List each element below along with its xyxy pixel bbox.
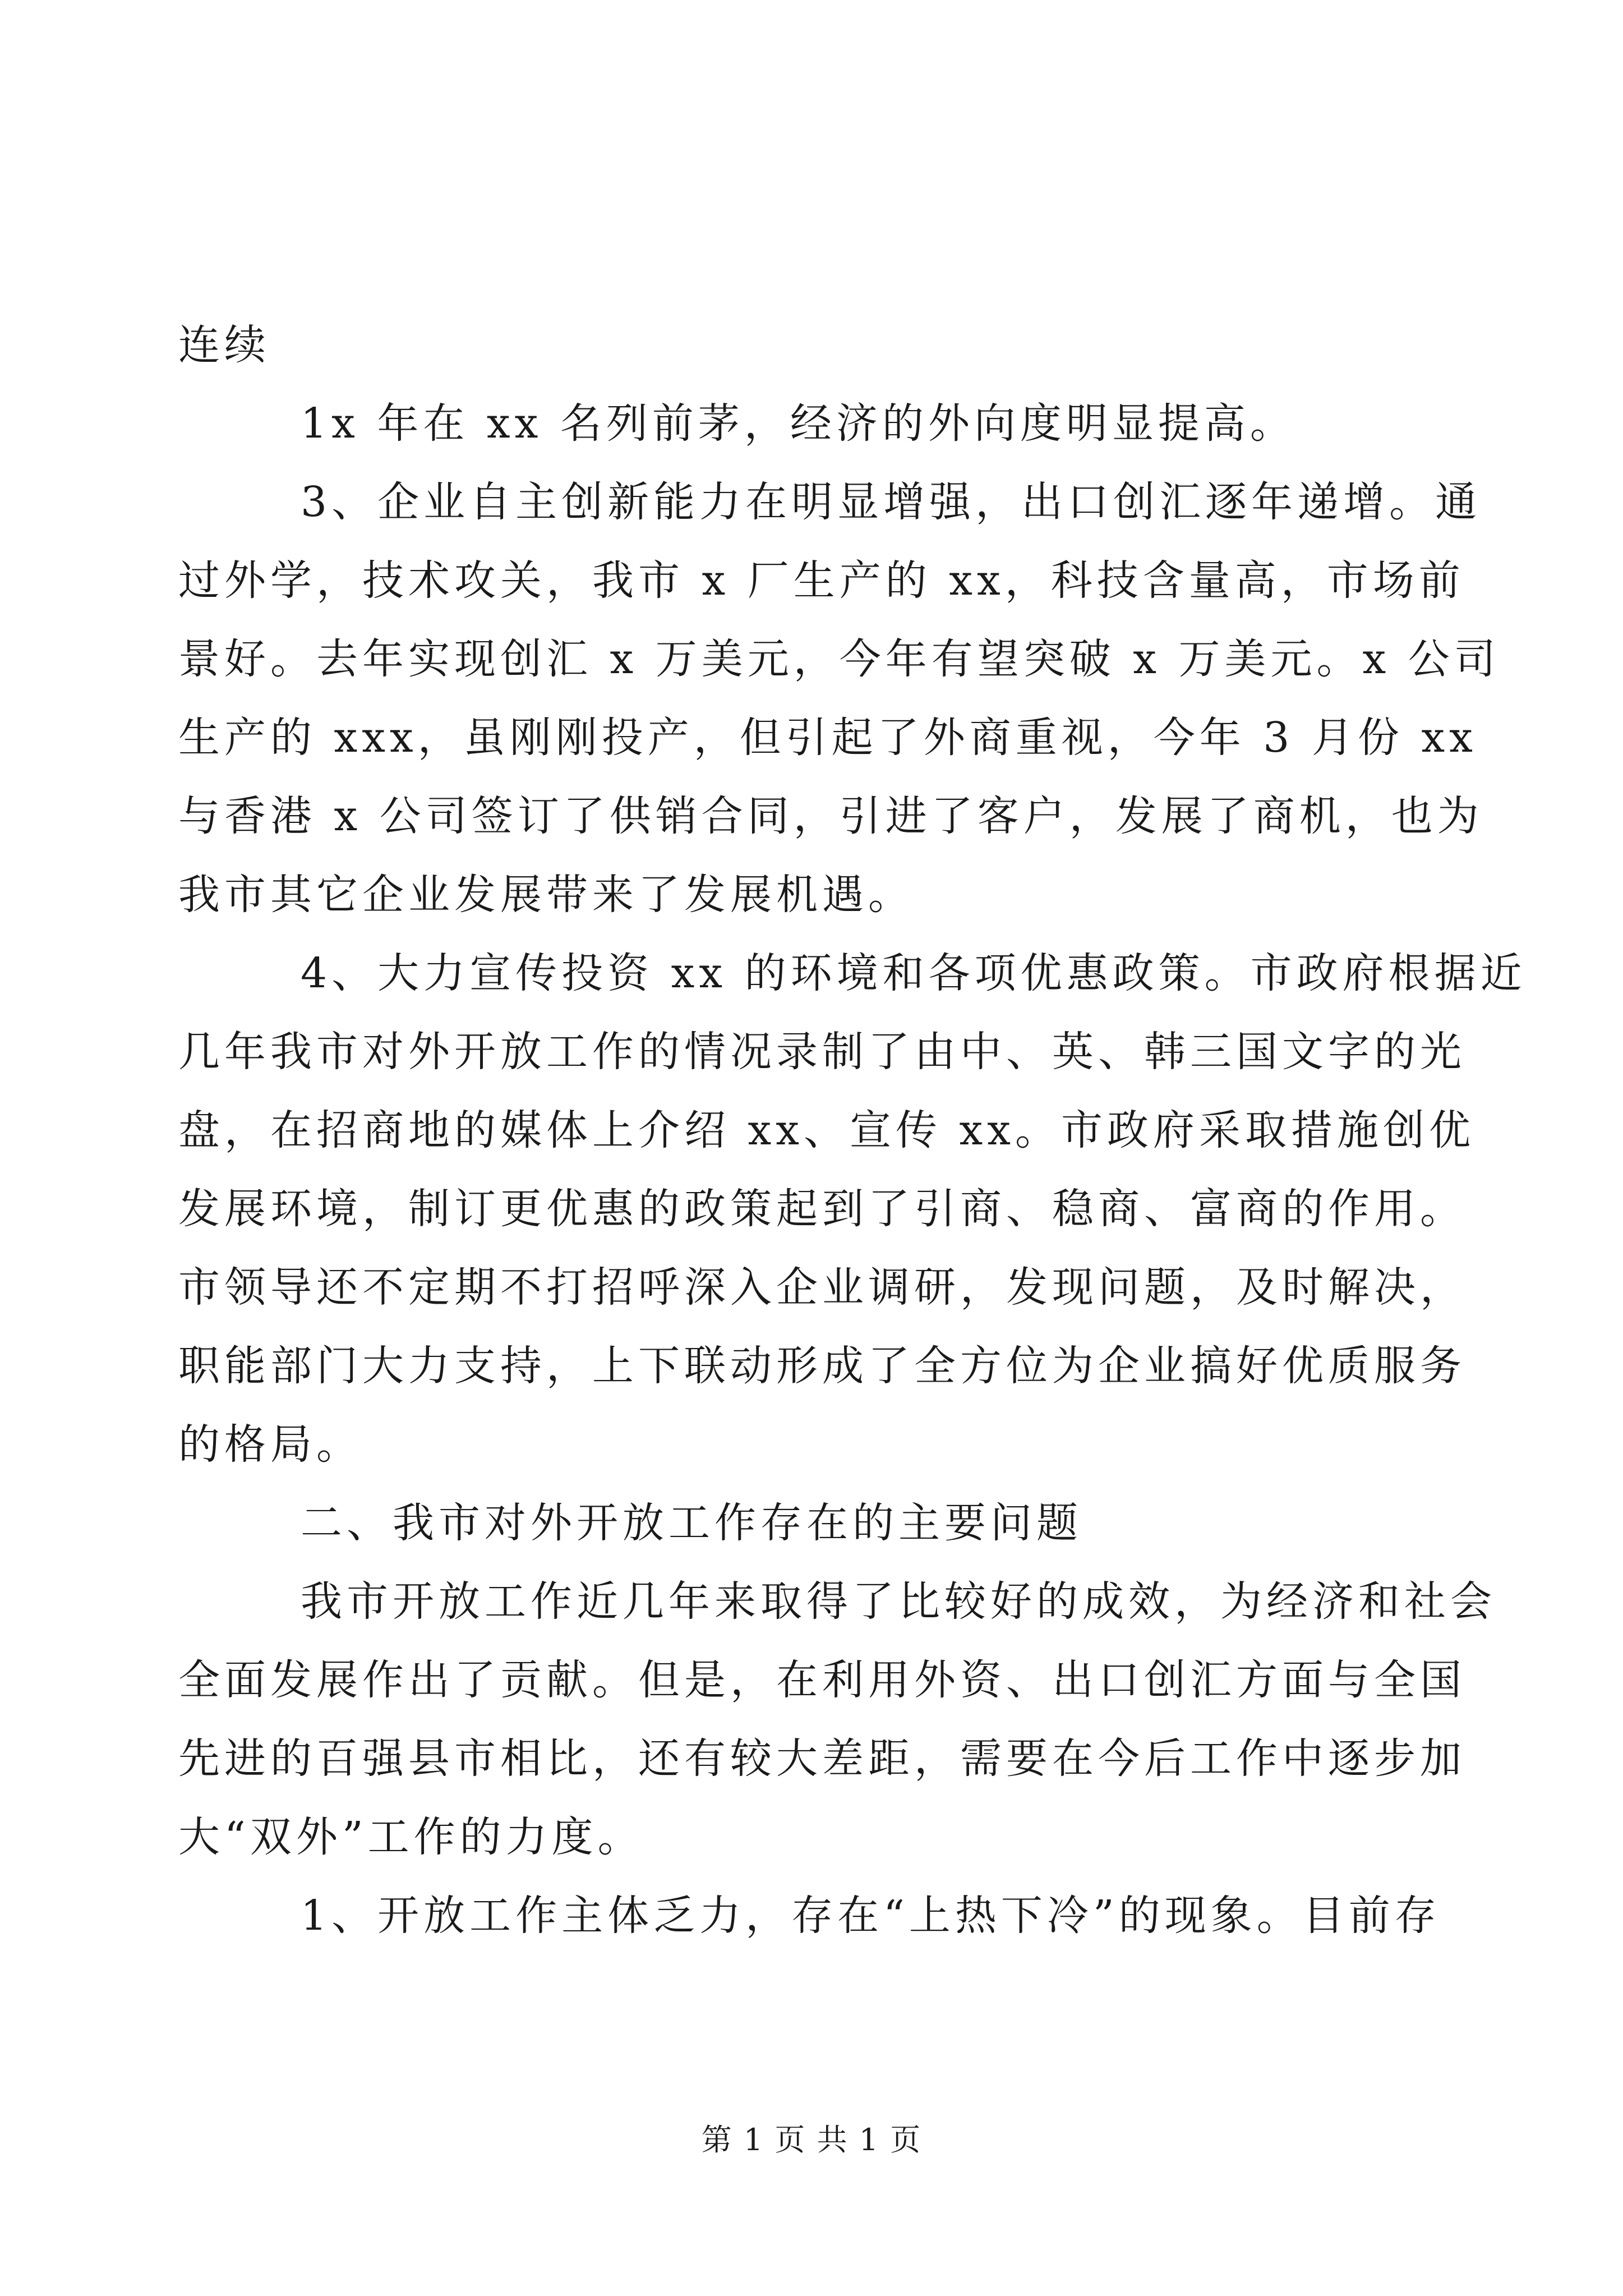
text-line: 我市其它企业发展带来了发展机遇。 <box>178 871 914 919</box>
text-line: 景好。去年实现创汇 x 万美元，今年有望突破 x 万美元。x 公司 <box>178 635 1500 683</box>
paragraph-start-line: 3、企业自主创新能力在明显增强，出口创汇逐年递增。通 <box>301 478 1482 526</box>
text-line: 发展环境，制订更优惠的政策起到了引商、稳商、富商的作用。 <box>178 1185 1466 1233</box>
text-line: 连续 <box>178 321 270 369</box>
text-line: 生产的 xxx，虽刚刚投产，但引起了外商重视，今年 3 月份 xx <box>178 714 1477 762</box>
text-line: 几年我市对外开放工作的情况录制了由中、英、韩三国文字的光 <box>178 1028 1466 1076</box>
paragraph-start-line: 4、大力宣传投资 xx 的环境和各项优惠政策。市政府根据近 <box>301 949 1527 997</box>
text-line: 1x 年在 xx 名列前茅，经济的外向度明显提高。 <box>301 399 1296 448</box>
text-line: 盘，在招商地的媒体上介绍 xx、宣传 xx。市政府采取措施创优 <box>178 1106 1475 1154</box>
document-body <box>178 306 1527 1955</box>
text-line: 的格局。 <box>178 1420 362 1469</box>
section-heading: 二、我市对外开放工作存在的主要问题 <box>301 1499 1082 1547</box>
text-line: 市领导还不定期不打招呼深入企业调研，发现问题，及时解决， <box>178 1263 1466 1312</box>
text-line: 大“双外”工作的力度。 <box>178 1813 644 1861</box>
text-line: 职能部门大力支持，上下联动形成了全方位为企业搞好优质服务 <box>178 1342 1466 1390</box>
page-footer: 第 1 页 共 1 页 <box>701 2122 922 2157</box>
text-line: 过外学，技术攻关，我市 x 厂生产的 xx，科技含量高，市场前 <box>178 556 1465 605</box>
paragraph-start-line: 我市开放工作近几年来取得了比较好的成效，为经济和社会 <box>301 1577 1496 1626</box>
text-line: 先进的百强县市相比，还有较大差距，需要在今后工作中逐步加 <box>178 1734 1466 1783</box>
paragraph-start-line: 1、开放工作主体乏力，存在“上热下冷”的现象。目前存 <box>301 1892 1441 1940</box>
text-line: 全面发展作出了贡献。但是，在利用外资、出口创汇方面与全国 <box>178 1656 1466 1704</box>
text-line: 与香港 x 公司签订了供销合同，引进了客户，发展了商机，也为 <box>178 792 1483 840</box>
